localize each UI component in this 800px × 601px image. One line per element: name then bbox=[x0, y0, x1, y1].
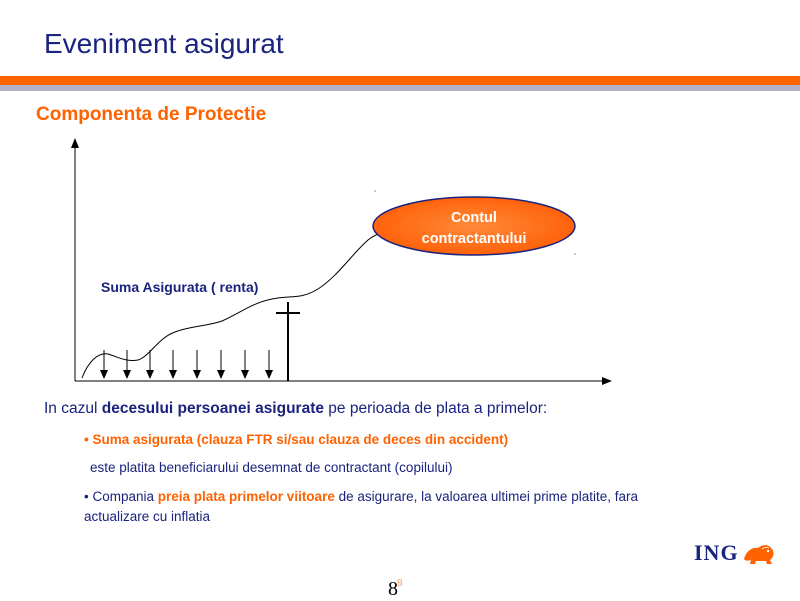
ing-logo-text: ING bbox=[694, 540, 739, 565]
intro-text-2: pe perioada de plata a primelor: bbox=[324, 400, 548, 417]
bullet-2-highlight: preia plata primelor viitoare bbox=[157, 489, 335, 504]
curve bbox=[82, 232, 394, 378]
ellipse-label-line1: Contul bbox=[451, 210, 497, 226]
page-number: 8 bbox=[388, 578, 398, 600]
ing-logo bbox=[694, 540, 776, 566]
page-number-small: 8 bbox=[397, 578, 403, 589]
ellipse-label-line2: contractantului bbox=[421, 231, 527, 247]
bullet-2-text-2: de asigurare, la valoarea ultimei prime platite, fara actualizare cu inflatia bbox=[84, 489, 638, 524]
slide-title: Eveniment asigurat bbox=[44, 28, 284, 59]
premium-arrows bbox=[100, 350, 273, 379]
bullet-1: • Suma asigurata (clauza FTR si/sau clauza de deces din accident) bbox=[84, 432, 509, 447]
intro-line bbox=[44, 400, 784, 418]
x-axis-arrow bbox=[602, 377, 612, 385]
slide-subtitle: Componenta de Protectie bbox=[36, 104, 267, 125]
curve-label: Suma Asigurata ( renta) bbox=[101, 279, 259, 295]
bullet-2-text-1: • Compania bbox=[84, 489, 158, 504]
bullet-1-continuation: este platita beneficiarului desemnat de contractant (copilului) bbox=[90, 460, 453, 475]
intro-text-1: In cazul bbox=[44, 400, 102, 417]
y-axis-arrow bbox=[71, 138, 79, 148]
intro-bold: decesului persoanei asigurate bbox=[101, 400, 324, 417]
bullet-2 bbox=[84, 487, 684, 527]
lion-icon bbox=[742, 541, 776, 565]
text-block bbox=[44, 400, 784, 524]
